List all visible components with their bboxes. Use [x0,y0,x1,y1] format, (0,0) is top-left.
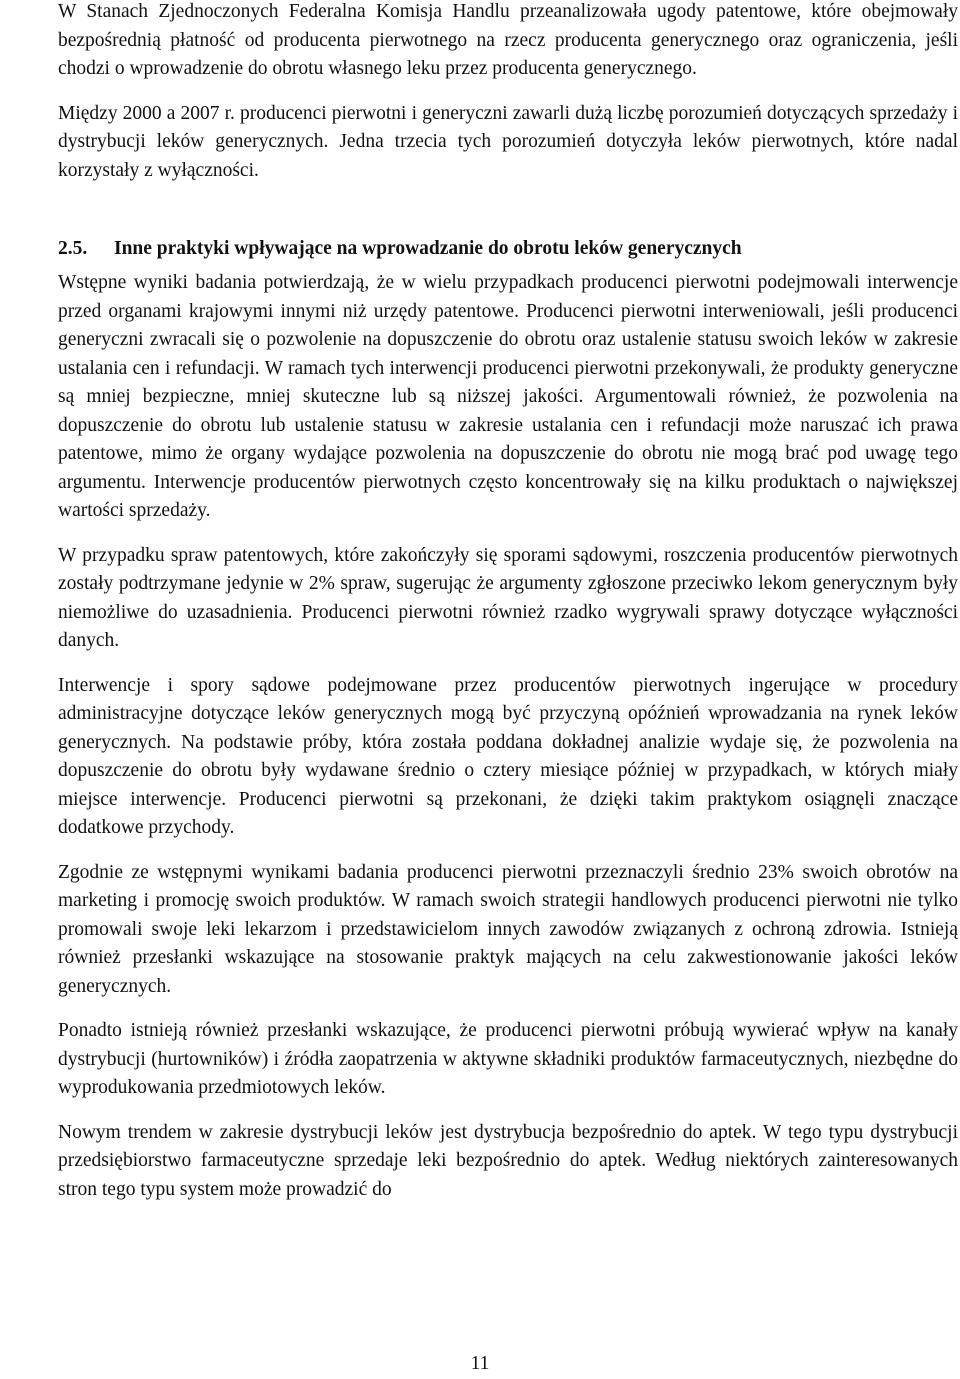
section-title: Inne praktyki wpływające na wprowadzanie do obrotu leków generycznych [114,238,742,259]
section-heading [58,235,958,263]
paragraph-distribution-agreements: Między 2000 a 2007 r. producenci pierwotni i generyczni zawarli dużą liczbę porozumień dotyczących sprzedaży i dystrybucji leków generycznych. Jedna trzecia tych porozumień dotyczyła leków pierwotnych, które nadal korzystały z wyłączności. [58,102,958,181]
page-number: 11 [470,1353,490,1374]
paragraph-direct-to-pharmacy: Nowym trendem w zakresie dystrybucji leków jest dystrybucja bezpośrednio do aptek. W tego typu dystrybucji przedsiębiorstwo farmaceutyczne sprzedaje leki bezpośrednio do aptek. Według niektórych zainteresowanych stron tego typu system może prowadzić do [58,1121,958,1200]
section-number: 2.5. [58,238,88,259]
paragraph-delays: Interwencje i spory sądowe podejmowane przez producentów pierwotnych ingerujące w procedury administracyjne dotyczące leków generycznych mogą być przyczyną opóźnień wprowadzania na rynek leków generycznych. Na podstawie próby, która została poddana dokładnej analizie wydaje się, że pozwolenia na dopuszczenie do obrotu były wydawane średnio o cztery miesiące później w przypadkach, w których miały miejsce interwencje. Producenci pierwotni są przekonani, że dzięki takim praktykom osiągnęli znaczące dodatkowe przychody. [58,674,958,838]
paragraph-marketing: Zgodnie ze wstępnymi wynikami badania producenci pierwotni przeznaczyli średnio 23% swoich obrotów na marketing i promocję swoich produktów. W ramach swoich strategii handlowych producenci pierwotni nie tylko promowali swoje leki lekarzom i przedstawicielom innych zawodów związanych z ochroną zdrowia. Istnieją również przesłanki wskazujące na stosowanie praktyk mających na celu zakwestionowanie jakości leków generycznych. [58,861,958,997]
document-page [58,0,958,1204]
paragraph-distribution-channels: Ponadto istnieją również przesłanki wskazujące, że producenci pierwotni próbują wywierać wpływ na kanały dystrybucji (hurtowników) i źródła zaopatrzenia w aktywne składniki produktów farmaceutycznych, niezbędne do wyprodukowania przedmiotowych leków. [58,1020,958,1098]
paragraph-interventions: Wstępne wyniki badania potwierdzają, że w wielu przypadkach producenci pierwotni podejmowali interwencje przed organami krajowymi innymi niż urzędy patentowe. Producenci pierwotni interweniowali, jeśli producenci generyczni zwracali się o pozwolenie na dopuszczenie do obrotu oraz ustalenie statusu swoich leków w zakresie ustalania cen i refundacji. W ramach tych interwencji producenci pierwotni przekonywali, że produkty generyczne są mniej bezpieczne, mniej skuteczne lub są niższej jakości. Argumentowali również, że pozwolenia na dopuszczenie do obrotu lub ustalenie statusu w zakresie ustalania cen i refundacji może naruszać ich prawa patentowe, mimo że organy wydające pozwolenia na dopuszczenie do obrotu nie mogą brać pod uwagę tego argumentu. Interwencje producentów pierwotnych często koncentrowały się na kilku produktach o największej wartości sprzedaży. [58,272,958,521]
paragraph-patent-litigation: W przypadku spraw patentowych, które zakończyły się sporami sądowymi, roszczenia producentów pierwotnych zostały podtrzymane jedynie w 2% spraw, sugerując że argumenty zgłoszone przeciwko lekom generycznym były niemożliwe do uzasadnienia. Producenci pierwotni również rzadko wygrywali sprawy dotyczące wyłączności danych. [58,544,958,651]
paragraph-ftc-settlements: W Stanach Zjednoczonych Federalna Komisja Handlu przeanalizowała ugody patentowe, które obejmowały bezpośrednią płatność od producenta pierwotnego na rzecz producenta generycznego oraz ograniczenia, jeśli chodzi o wprowadzenie do obrotu własnego leku przez producenta generycznego. [58,1,958,79]
